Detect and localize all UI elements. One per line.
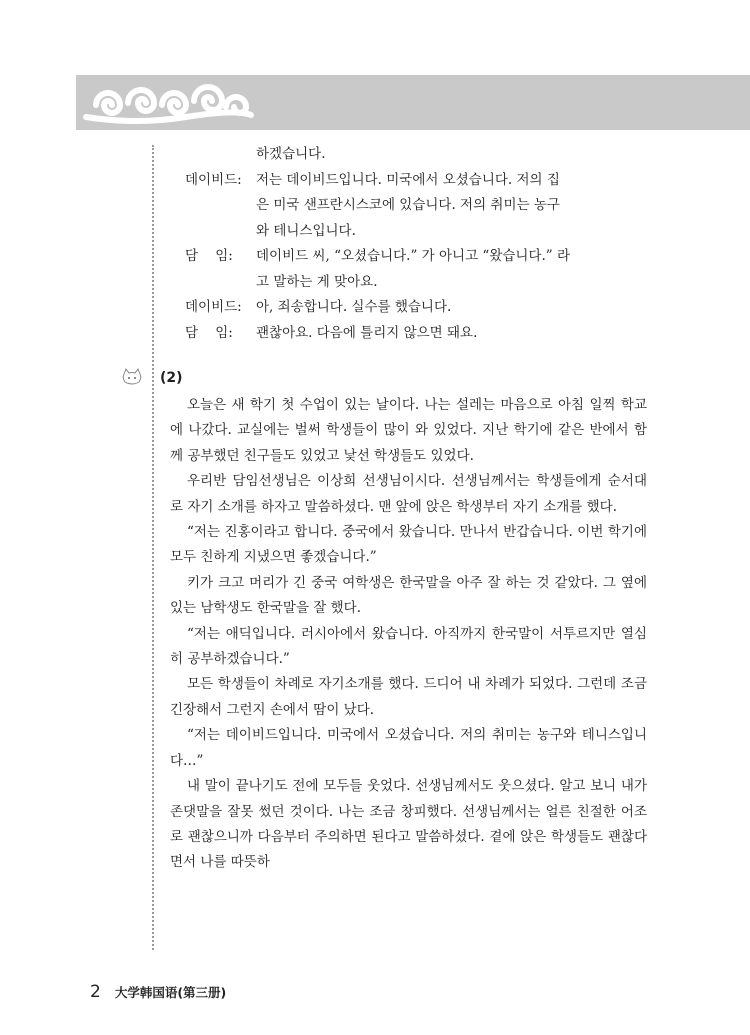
speech-continuation: 고 말하는 게 맞아요. — [256, 273, 378, 290]
page-footer — [90, 982, 226, 1002]
speech-continuation: 은 미국 샌프란시스코에 있습니다. 저의 취미는 농구 — [256, 197, 560, 213]
dialogue-line — [185, 321, 645, 347]
paragraph: 키가 크고 머리가 긴 중국 여학생은 한국말을 아주 잘 하는 것 같았다. 그 옆에 있는 남학생도 한국말을 잘 했다. — [170, 574, 647, 617]
speaker-label: 데이비드: — [185, 171, 242, 188]
speech-text: 괜찮아요. 다음에 틀리지 않으면 돼요. — [256, 324, 478, 341]
speaker-label: 담 임: — [185, 324, 233, 341]
cloud-swirl-icon — [76, 75, 750, 130]
page-number: 2 — [90, 982, 101, 1002]
dialogue-line — [185, 244, 645, 270]
speech-text: 저는 데이비드입니다. 미국에서 오셨습니다. 저의 집 — [256, 171, 560, 188]
dialogue-line — [185, 142, 645, 168]
dialogue-block — [185, 142, 645, 346]
speech-text: 하겠습니다. — [256, 146, 326, 162]
cat-face-icon — [121, 368, 143, 386]
dialogue-line — [185, 295, 645, 321]
chapter-header-band — [76, 75, 750, 130]
paragraph: “저는 진홍이라고 합니다. 중국에서 왔습니다. 만나서 반갑습니다. 이번 학기에 모두 친하게 지냈으면 좋겠습니다.” — [170, 524, 647, 566]
book-title: 大学韩国语(第三册) — [114, 985, 227, 1000]
dialogue-line — [185, 168, 645, 194]
paragraph: “저는 데이비드입니다. 미국에서 오셨습니다. 저의 취미는 농구와 테니스입니다…” — [170, 727, 647, 769]
speaker-label — [185, 142, 256, 168]
reading-passage — [170, 393, 647, 876]
speech-continuation: 와 테니스입니다. — [256, 222, 356, 239]
paragraph: 모든 학생들이 차례로 자기소개를 했다. 드디어 내 차례가 되었다. 그런데 조금 긴장해서 그런지 손에서 땀이 났다. — [170, 676, 647, 718]
speech-text: 아, 죄송합니다. 실수를 했습니다. — [256, 299, 452, 315]
section-title: (2) — [160, 370, 183, 386]
paragraph: “저는 애딕입니다. 러시아에서 왔습니다. 아직까지 한국말이 서투르지만 열심히 공부하겠습니다.” — [170, 625, 647, 668]
paragraph: 내 말이 끝나기도 전에 모두들 웃었다. 선생님께서도 웃으셨다. 알고 보니 내가 존댓말을 잘못 썼던 것이다. 나는 조금 창피했다. 선생님께서는 얼른 친절한 어조로 괜찮으니까 다음부터 주의하면 된다고 말씀하셨다. 곁에 앉은 학생들도 괜찮다면서 나를 따뜻하 — [170, 778, 647, 871]
dotted-margin-rule — [152, 145, 154, 950]
speaker-label: 데이비드: — [185, 299, 242, 315]
speech-text: 데이비드 씨, “오셨습니다.” 가 아니고 “왔습니다.” 라 — [256, 248, 571, 264]
speaker-label: 담 임: — [185, 248, 233, 264]
paragraph: 우리반 담임선생님은 이상희 선생님이시다. 선생님께서는 학생들에게 순서대로 자기 소개를 하자고 말씀하셨다. 맨 앞에 앉은 학생부터 자기 소개를 했다. — [170, 473, 647, 515]
paragraph: 오늘은 새 학기 첫 수업이 있는 날이다. 나는 설레는 마음으로 아침 일찍 학교에 나갔다. 교실에는 벌써 학생들이 많이 와 있었다. 지난 학기에 같은 반에서 함께 공부했던 친구들도 있었고 낯선 학생들도 있었다. — [170, 397, 647, 464]
